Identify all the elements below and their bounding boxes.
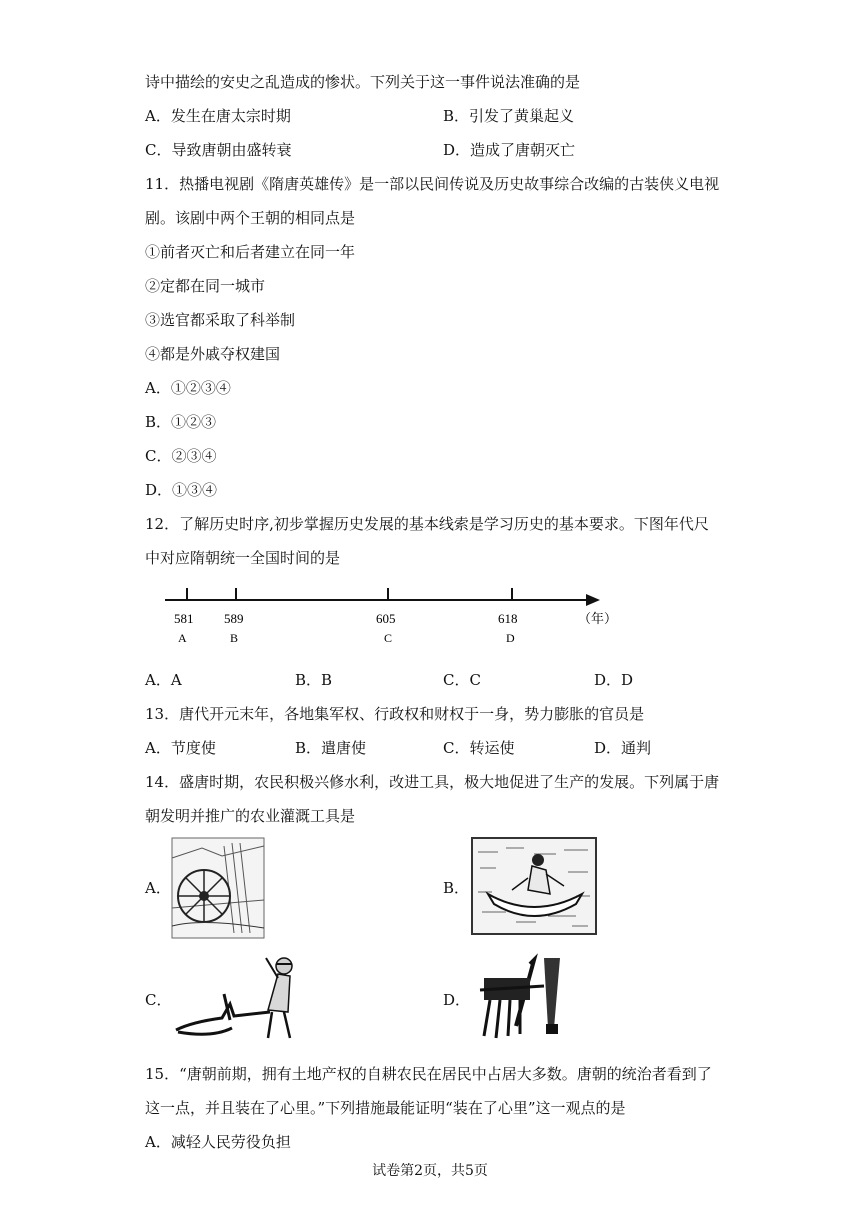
q11-option-c: C．②③④ bbox=[145, 447, 217, 465]
q12-option-c: C．C bbox=[443, 671, 481, 689]
plow-farmer-image bbox=[172, 950, 302, 1042]
q12-option-a: A．A bbox=[145, 671, 182, 689]
q10-option-c: C．导致唐朝由盛转衰 bbox=[145, 141, 292, 159]
q11-option-a: A．①②③④ bbox=[145, 379, 231, 397]
timeline-unit-label: （年） bbox=[578, 611, 618, 626]
q11-item-4: ④都是外戚夺权建国 bbox=[145, 345, 281, 363]
q14-option-c-label: C． bbox=[145, 991, 172, 1009]
page-footer: 试卷第2页，共5页 bbox=[372, 1163, 488, 1179]
timeline-year-label: 581 bbox=[174, 611, 194, 626]
q10-option-d: D．造成了唐朝灭亡 bbox=[443, 141, 576, 159]
q12-stem-line2: 中对应隋朝统一全国时间的是 bbox=[145, 549, 341, 567]
q11-stem-line2: 剧。该剧中两个王朝的相同点是 bbox=[145, 209, 356, 227]
q11-option-d: D．①③④ bbox=[145, 481, 218, 499]
q13-option-a: A．节度使 bbox=[145, 739, 216, 757]
q10-option-b: B．引发了黄巢起义 bbox=[443, 107, 575, 125]
q11-item-2: ②定都在同一城市 bbox=[145, 277, 266, 295]
q15-option-a: A．减轻人民劳役负担 bbox=[145, 1133, 291, 1151]
q11-option-b: B．①②③ bbox=[145, 413, 217, 431]
q15-stem-line1: 15．“唐朝前期，拥有土地产权的自耕农民在居民中占居大多数。唐朝的统治者看到了 bbox=[145, 1065, 712, 1083]
timeline-letter-label: D bbox=[506, 631, 515, 645]
q11-item-1: ①前者灭亡和后者建立在同一年 bbox=[145, 243, 356, 261]
boat-farmer-image bbox=[472, 838, 596, 934]
timeline-figure bbox=[160, 580, 618, 650]
timeline-year-label: 618 bbox=[498, 611, 518, 626]
timeline-letter-label: A bbox=[178, 631, 187, 645]
q12-option-d: D．D bbox=[594, 671, 634, 689]
q10-option-a: A．发生在唐太宗时期 bbox=[145, 107, 291, 125]
q14-stem-line1: 14．盛唐时期，农民积极兴修水利，改进工具，极大地促进了生产的发展。下列属于唐 bbox=[145, 773, 720, 791]
timeline-arrow bbox=[586, 594, 600, 606]
q14-option-d-label: D． bbox=[443, 991, 471, 1009]
q13-option-b: B．遣唐使 bbox=[295, 739, 367, 757]
timeline-year-label: 605 bbox=[376, 611, 396, 626]
q13-option-c: C．转运使 bbox=[443, 739, 515, 757]
seed-drill-image bbox=[474, 950, 574, 1044]
q12-option-b: B．B bbox=[295, 671, 333, 689]
q11-stem-line1: 11．热播电视剧《隋唐英雄传》是一部以民间传说及历史故事综合改编的古装侠义电视 bbox=[145, 175, 720, 193]
q11-item-3: ③选官都采取了科举制 bbox=[145, 311, 296, 329]
q15-stem-line2: 这一点，并且装在了心里。”下列措施最能证明“装在了心里”这一观点的是 bbox=[145, 1099, 626, 1117]
waterwheel-image bbox=[172, 838, 264, 938]
timeline-year-label: 589 bbox=[224, 611, 244, 626]
q14-option-b-label: B． bbox=[443, 879, 470, 897]
timeline-letter-label: C bbox=[384, 631, 393, 645]
q14-option-a-label: A． bbox=[145, 879, 171, 897]
timeline-letter-label: B bbox=[230, 631, 239, 645]
q14-stem-line2: 朝发明并推广的农业灌溉工具是 bbox=[145, 807, 356, 825]
timeline-svg bbox=[160, 580, 618, 650]
q13-stem: 13．唐代开元末年，各地集军权、行政权和财权于一身，势力膨胀的官员是 bbox=[145, 705, 645, 723]
q10-stem-tail: 诗中描绘的安史之乱造成的惨状。下列关于这一事件说法准确的是 bbox=[145, 73, 581, 91]
q13-option-d: D．通判 bbox=[594, 739, 652, 757]
q12-stem-line1: 12．了解历史时序,初步掌握历史发展的基本线索是学习历史的基本要求。下图年代尺 bbox=[145, 515, 709, 533]
